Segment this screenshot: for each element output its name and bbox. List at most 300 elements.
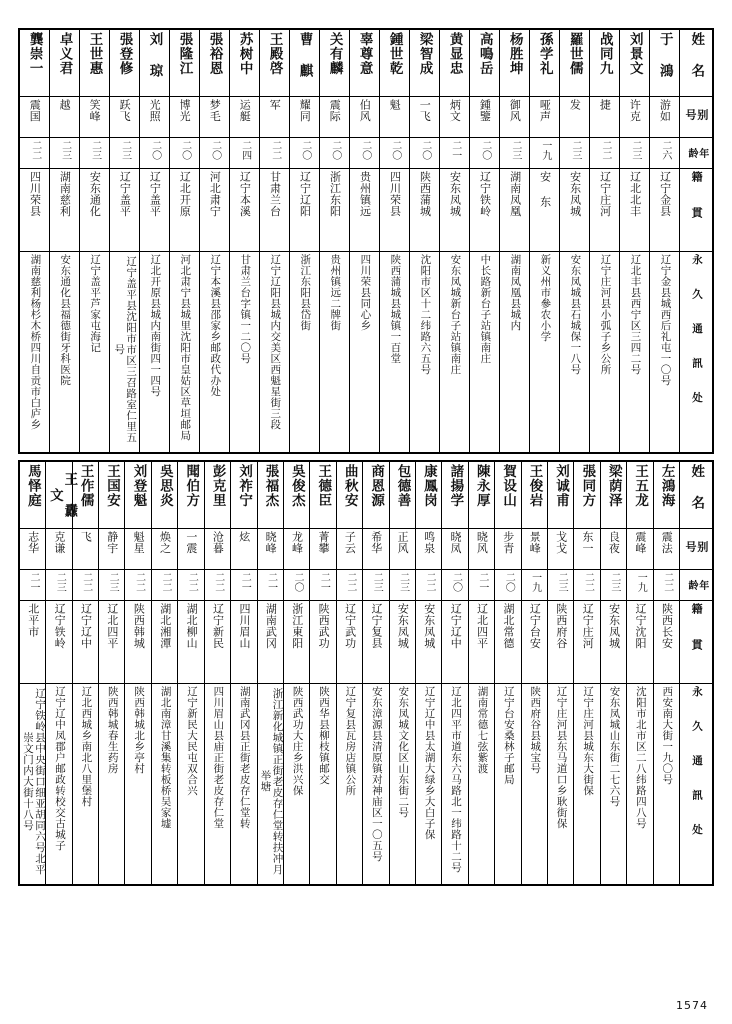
entry-native-place-text: 辽北北丰 (628, 171, 642, 217)
entry-name-text: 王国安 (104, 464, 121, 508)
column-header-alias-text: 别 号 (684, 540, 709, 558)
entry-address-text: 安东凤城文化区山东街二号 (397, 686, 410, 818)
entry-native-place (289, 169, 319, 252)
entry-address-text: 陕西蒲城县城镇一百堂 (389, 254, 402, 364)
entry-age-text: 二二 (599, 140, 611, 160)
entry-native-place-text: 陕西武功 (317, 603, 331, 649)
entry-alias (468, 529, 494, 570)
column-header-native_place-text: 籍 貫 (690, 603, 704, 656)
entry-name (442, 461, 468, 529)
entry-address (415, 684, 441, 886)
entry-address-text: 陕西韩城春生药房 (106, 686, 119, 774)
entry-age (468, 570, 494, 601)
entry-native-place-text: 辽宁新民 (211, 603, 225, 649)
entry-name-text: 刘登魁 (130, 464, 147, 508)
entry-native-place (336, 601, 362, 684)
entry-age (499, 138, 529, 169)
entry-address (283, 684, 309, 886)
entry-address-text: 辽北四平市道东六马路北一纬路十二号 (450, 686, 463, 873)
entry-alias (649, 97, 679, 138)
entry-age (231, 570, 257, 601)
entry-native-place (600, 601, 626, 684)
table-row (19, 252, 713, 454)
entry-address-text: 辽宁庄河县小弧子乡公所 (599, 254, 612, 375)
entry-alias-text: 炫 (237, 531, 251, 543)
entry-alias (283, 529, 309, 570)
entry-age (439, 138, 469, 169)
entry-alias-text: 越 (58, 99, 72, 111)
entry-native-place (169, 169, 199, 252)
entry-address-text: 陕西韩城北乡亭村 (133, 686, 146, 774)
directory-table-bottom (18, 460, 714, 886)
entry-address (547, 684, 573, 886)
entry-name (19, 29, 49, 97)
entry-address-text: 辽宁庄河县城东大街保 (582, 686, 595, 796)
directory-table-body (19, 29, 713, 453)
entry-address-text: 湖北南漳甘溪集转板桥吴家墟 (159, 686, 172, 829)
entry-age-text: 二〇 (503, 572, 515, 592)
entry-alias (319, 97, 349, 138)
entry-alias (379, 97, 409, 138)
entry-native-place-text: 安 东 (538, 171, 552, 208)
entry-name (169, 29, 199, 97)
entry-alias-text: 飞 (79, 531, 93, 543)
entry-alias (349, 97, 379, 138)
entry-address-text: 辽宁金县城西后礼屯一〇号 (659, 254, 672, 386)
entry-name (349, 29, 379, 97)
entry-native-place-text: 安东凤城 (396, 603, 410, 649)
entry-native-place-text: 湖南凤凰 (508, 171, 522, 217)
entry-age (547, 570, 573, 601)
entry-address (409, 252, 439, 454)
entry-name (529, 29, 559, 97)
entry-age (415, 570, 441, 601)
entry-alias (653, 529, 679, 570)
entry-address (72, 684, 98, 886)
entry-native-place (415, 601, 441, 684)
entry-name-text: 杨胜坤 (506, 32, 523, 76)
entry-native-place-text: 辽宁台安 (528, 603, 542, 649)
entry-name-text: 卓义君 (56, 32, 73, 76)
entry-alias (72, 529, 98, 570)
entry-age (257, 570, 283, 601)
entry-alias-text: 光照 (148, 99, 162, 122)
entry-address (495, 684, 521, 886)
entry-alias-text: 御风 (508, 99, 522, 122)
entry-alias-text: 捷 (598, 99, 612, 111)
entry-name (178, 461, 204, 529)
entry-alias (257, 529, 283, 570)
entry-native-place-text: 辽宁庄河 (598, 171, 612, 217)
entry-native-place (439, 169, 469, 252)
entry-native-place-text: 辽宁盖平 (148, 171, 162, 217)
entry-name-text: 王作儒 (77, 464, 94, 508)
entry-address (19, 684, 46, 886)
entry-name (521, 461, 547, 529)
entry-address-text: 甘肃兰台字镇一二〇号 (239, 254, 252, 364)
entry-native-place-text: 陕西韩城 (132, 603, 146, 649)
entry-name (283, 461, 309, 529)
table-row (19, 97, 713, 138)
entry-age (229, 138, 259, 169)
entry-age-text: 二二 (186, 572, 198, 592)
entry-age-text: 二〇 (179, 140, 191, 160)
entry-address-text: 辽宁辽阳县城内交美区西魁星街三段 (269, 254, 282, 430)
entry-age-text: 二〇 (299, 140, 311, 160)
entry-alias-text: 哑声 (538, 99, 552, 122)
entry-name-text: 关有麟 (326, 32, 343, 76)
entry-address-text: 湖南常德七弦紫渡 (476, 686, 489, 774)
entry-name (49, 29, 79, 97)
entry-address-text: 浙江新化城镇正街老皮存仁堂转扶冲月举塘 (259, 687, 284, 875)
entry-address-text: 辽宁台安桑林子邮局 (502, 686, 515, 785)
entry-age-text: 二二 (582, 572, 594, 592)
entry-native-place (627, 601, 653, 684)
entry-name-text: 諸揚学 (447, 464, 464, 508)
entry-alias (415, 529, 441, 570)
entry-address-text: 陕西府谷县城宝号 (529, 686, 542, 774)
entry-name-text: 战同九 (596, 32, 613, 76)
entry-alias-text: 笑峰 (88, 99, 102, 122)
entry-address (469, 252, 499, 454)
entry-native-place (204, 601, 230, 684)
entry-alias (49, 97, 79, 138)
entry-native-place (257, 601, 283, 684)
entry-name (415, 461, 441, 529)
entry-address (229, 252, 259, 454)
entry-age (389, 570, 415, 601)
entry-native-place (619, 169, 649, 252)
entry-alias (99, 529, 125, 570)
entry-alias-text: 晓凤 (448, 531, 462, 554)
entry-address (49, 252, 79, 454)
entry-alias-text: 正风 (396, 531, 410, 554)
entry-name (99, 461, 125, 529)
entry-alias-text: 步青 (501, 531, 515, 554)
entry-alias (521, 529, 547, 570)
entry-age (99, 570, 125, 601)
entry-name-text: 張福杰 (262, 464, 279, 508)
entry-age-text: 二三 (59, 140, 71, 160)
entry-alias (442, 529, 468, 570)
entry-native-place (442, 601, 468, 684)
entry-native-place (259, 169, 289, 252)
table-row (19, 684, 713, 886)
entry-native-place (79, 169, 109, 252)
entry-address (257, 684, 283, 886)
entry-native-place-text: 陕西长安 (660, 603, 674, 649)
entry-name-text: 張登修 (116, 32, 133, 76)
entry-age-text: 二二 (344, 572, 356, 592)
entry-alias-text: 东一 (581, 531, 595, 554)
entry-alias-text: 良夜 (607, 531, 621, 554)
entry-name-text: 陳永厚 (473, 464, 490, 508)
entry-address-text: 贵州镇远二牌街 (329, 254, 342, 331)
entry-age (529, 138, 559, 169)
entry-name-text: 左鴻海 (658, 464, 675, 508)
entry-age-text: 二〇 (292, 572, 303, 592)
entry-age (627, 570, 653, 601)
entry-alias (259, 97, 289, 138)
entry-age-text: 二一 (476, 572, 488, 592)
entry-age-text: 二一 (449, 140, 461, 160)
entry-native-place (559, 169, 589, 252)
entry-name (109, 29, 139, 97)
entry-native-place (649, 169, 679, 252)
entry-age (319, 138, 349, 169)
entry-alias (600, 529, 626, 570)
entry-native-place-text: 甘肃兰台 (268, 171, 282, 217)
entry-name-text: 張裕恩 (206, 32, 223, 76)
entry-age-text: 二二 (80, 572, 92, 592)
entry-age-text: 二〇 (209, 140, 221, 160)
entry-native-place (283, 601, 309, 684)
entry-name-text: 鍾世乾 (386, 32, 403, 76)
column-header-alias (680, 97, 714, 138)
entry-name (363, 461, 389, 529)
entry-address-text: 辽宁盖平县沈阳市市区三召路室仁里五号 (113, 255, 138, 443)
entry-alias-text: 鍾鑒 (478, 99, 492, 122)
entry-age (169, 138, 199, 169)
entry-name-text: 黄显忠 (446, 32, 463, 76)
entry-age-text: 二三 (119, 140, 131, 160)
entry-age-text: 二二 (212, 572, 224, 592)
entry-age (559, 138, 589, 169)
entry-age-text: 二一 (239, 572, 251, 592)
entry-address (574, 684, 600, 886)
entry-name (600, 461, 626, 529)
entry-address-text: 辽北丰县西宁区三四二号 (629, 254, 642, 375)
entry-native-place-text: 辽宁铁岭 (53, 603, 67, 649)
entry-alias-text: 焕之 (158, 531, 172, 554)
entry-age-text: 二〇 (359, 140, 371, 160)
entry-address-text: 沈阳市区十二纬路六五号 (419, 254, 432, 375)
entry-native-place (231, 601, 257, 684)
entry-alias (19, 97, 49, 138)
entry-address-text: 辽宁庄河县东马道口乡耿街保 (555, 686, 568, 829)
entry-alias-text: 魁 (388, 99, 402, 111)
entry-name (151, 461, 177, 529)
entry-native-place-text: 湖北常德 (502, 603, 516, 649)
entry-name (125, 461, 151, 529)
table-row (19, 169, 713, 252)
entry-name-text: 包德善 (394, 464, 411, 508)
entry-name (231, 461, 257, 529)
entry-name-text: 商恩源 (368, 464, 385, 508)
entry-name (469, 29, 499, 97)
entry-name-text: 康鳳岗 (420, 464, 437, 508)
entry-alias (469, 97, 499, 138)
entry-age-text: 二三 (629, 140, 641, 160)
entry-age-text: 二〇 (419, 140, 431, 160)
entry-alias (229, 97, 259, 138)
table-row (19, 29, 713, 97)
entry-name-text: 于 鴻 (656, 32, 673, 78)
entry-age (139, 138, 169, 169)
entry-address (439, 252, 469, 454)
entry-alias (109, 97, 139, 138)
entry-alias (169, 97, 199, 138)
entry-name (229, 29, 259, 97)
entry-age (310, 570, 336, 601)
entry-alias (495, 529, 521, 570)
entry-name-text: 張同方 (579, 464, 596, 508)
entry-address-text: 安东凤城新台子站镇南庄 (449, 254, 462, 375)
column-header-age (680, 138, 714, 169)
entry-age (109, 138, 139, 169)
entry-address-text: 浙江东阳县岱街 (299, 254, 312, 331)
entry-address-text: 辽北西城乡南北八里堡村 (80, 686, 93, 807)
entry-age-text: 二三 (107, 572, 119, 592)
entry-native-place-text: 辽宁辽中 (79, 603, 93, 649)
entry-name (468, 461, 494, 529)
entry-name (46, 461, 78, 529)
entry-address (379, 252, 409, 454)
entry-address-text: 辽宁辽中凤郡户邮政转校交古城子 (53, 686, 66, 851)
entry-alias-text: 菁攀 (316, 531, 330, 554)
entry-age (600, 570, 626, 601)
entry-native-place-text: 河北肃宁 (208, 171, 222, 217)
entry-address (499, 252, 529, 454)
entry-alias-text: 震峰 (633, 531, 647, 554)
entry-age (178, 570, 204, 601)
entry-address-text: 四川荣县同心乡 (359, 254, 372, 331)
entry-alias-text: 晓风 (475, 531, 489, 554)
entry-alias (204, 529, 230, 570)
entry-address (468, 684, 494, 886)
entry-name-text: 吳思炎 (156, 464, 173, 508)
entry-alias-text: 运艇 (238, 99, 252, 122)
entry-address (653, 684, 679, 886)
entry-age (349, 138, 379, 169)
entry-address-text: 安东通化县福德街牙科医院 (59, 254, 72, 386)
directory-table-body (19, 461, 713, 885)
entry-name-text: 梁荫泽 (605, 464, 622, 508)
entry-name (79, 29, 109, 97)
column-header-address-text: 永 久 通 訊 处 (690, 254, 703, 409)
column-header-address (680, 252, 714, 454)
entry-address (619, 252, 649, 454)
entry-native-place (521, 601, 547, 684)
entry-name (649, 29, 679, 97)
entry-name-text: 賀设山 (500, 464, 517, 508)
entry-age (649, 138, 679, 169)
entry-age (46, 570, 72, 601)
entry-alias-text: 发 (568, 99, 582, 111)
entry-native-place (389, 601, 415, 684)
entry-native-place-text: 辽宁辽中 (449, 603, 463, 649)
entry-address (627, 684, 653, 886)
entry-alias-text: 一飞 (418, 99, 432, 122)
entry-address (231, 684, 257, 886)
entry-alias-text: 子云 (343, 531, 357, 554)
entry-address (109, 252, 139, 454)
column-header-age (680, 570, 714, 601)
entry-age (653, 570, 679, 601)
entry-alias (559, 97, 589, 138)
entry-address-text: 湖南凤凰县城内 (509, 254, 522, 331)
entry-native-place-text: 辽北四平 (475, 603, 489, 649)
entry-age (363, 570, 389, 601)
entry-age-text: 二二 (269, 140, 281, 160)
entry-address-text: 四川眉山县庙正街老皮存仁堂 (212, 686, 225, 829)
entry-address (600, 684, 626, 886)
entry-address-text: 湖南武冈县正街老皮存仁堂转 (238, 686, 251, 829)
table-row (19, 138, 713, 169)
entry-native-place-text: 北平市 (26, 603, 40, 638)
entry-address-text: 辽宁本溪县邵家乡邮政代办处 (209, 254, 222, 397)
entry-age (283, 570, 309, 601)
entry-alias-text: 景峰 (528, 531, 542, 554)
entry-native-place-text: 辽宁辽阳 (298, 171, 312, 217)
entry-native-place-text: 安东凤城 (422, 603, 436, 649)
entry-native-place (178, 601, 204, 684)
entry-native-place-text: 安东凤城 (568, 171, 582, 217)
entry-native-place-text: 陕西府谷 (554, 603, 568, 649)
column-header-name (680, 29, 714, 97)
entry-native-place-text: 湖南武冈 (264, 603, 278, 649)
entry-native-place-text: 辽宁武功 (343, 603, 357, 649)
entry-name-text: 王 纛 文 (46, 472, 78, 518)
entry-age (469, 138, 499, 169)
entry-native-place (468, 601, 494, 684)
entry-age (495, 570, 521, 601)
entry-age-text: 二〇 (479, 140, 491, 160)
entry-native-place-text: 浙江東阳 (290, 603, 304, 649)
entry-alias-text: 晓峰 (264, 531, 278, 554)
entry-address-text: 陕西武功大庄乡洪兴保 (291, 686, 304, 796)
entry-alias (627, 529, 653, 570)
entry-native-place-text: 辽宁铁岭 (478, 171, 492, 217)
entry-address (310, 684, 336, 886)
entry-address-text: 辽宁铁岭县中央街口细亚胡同六号北平崇文门内大街十八号 (21, 687, 46, 875)
entry-age-text: 二三 (54, 572, 66, 592)
entry-native-place (319, 169, 349, 252)
entry-age (409, 138, 439, 169)
entry-native-place (363, 601, 389, 684)
entry-name-text: 曹 麒 (296, 32, 313, 78)
entry-age (49, 138, 79, 169)
entry-address (19, 252, 49, 454)
entry-name (139, 29, 169, 97)
entry-native-place-text: 辽宁金县 (658, 171, 672, 217)
entry-native-place (589, 169, 619, 252)
entry-name (499, 29, 529, 97)
entry-native-place (72, 601, 98, 684)
entry-alias (46, 529, 72, 570)
entry-native-place (529, 169, 559, 252)
entry-address-text: 辽宁盖平芦家屯海记 (89, 254, 102, 353)
entry-age (619, 138, 649, 169)
column-header-name-text: 姓 名 (688, 464, 705, 510)
entry-native-place-text: 四川眉山 (237, 603, 251, 649)
entry-native-place (19, 169, 49, 252)
entry-alias (310, 529, 336, 570)
entry-address (204, 684, 230, 886)
column-header-alias-text: 别 号 (684, 108, 709, 126)
entry-native-place-text: 辽宁盖平 (118, 171, 132, 217)
entry-native-place (139, 169, 169, 252)
entry-alias-text: 震国 (28, 99, 42, 122)
entry-native-place-text: 湖北湘潭 (158, 603, 172, 649)
entry-address (99, 684, 125, 886)
entry-native-place (495, 601, 521, 684)
entry-native-place (99, 601, 125, 684)
entry-native-place (125, 601, 151, 684)
entry-age-text: 一九 (539, 140, 551, 160)
entry-address-text: 湖南慈利杨杉木桥四川自贡市白庐乡 (29, 254, 42, 430)
entry-address (521, 684, 547, 886)
